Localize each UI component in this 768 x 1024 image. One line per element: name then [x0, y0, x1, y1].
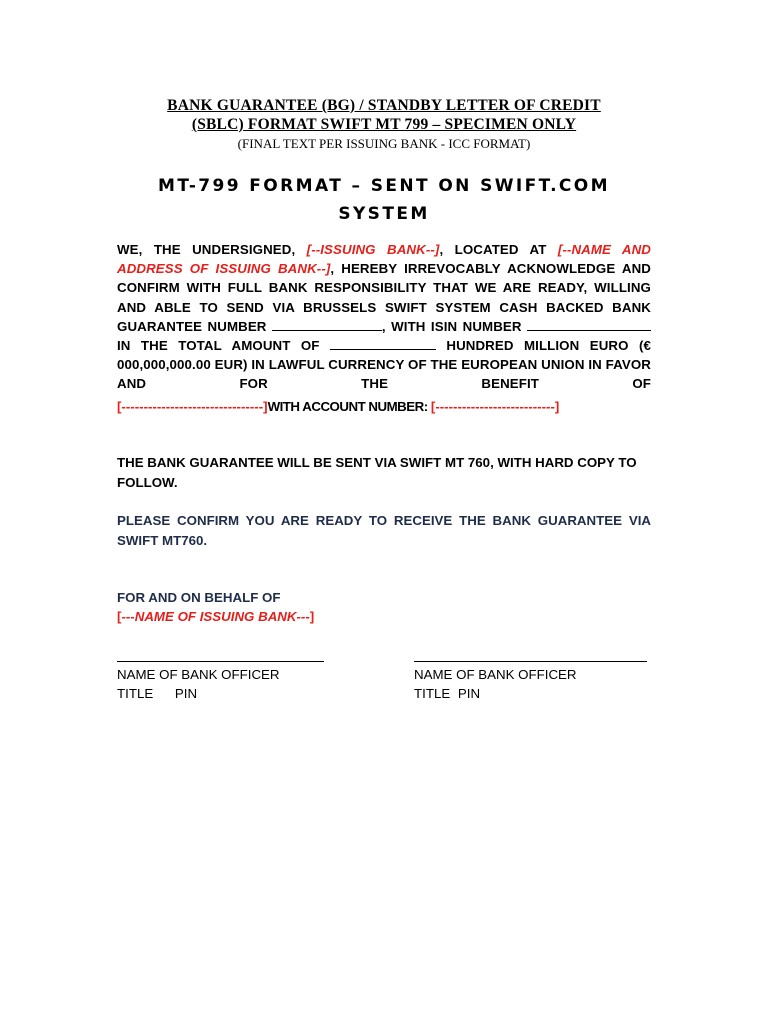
beneficiary-line	[117, 397, 651, 416]
document-heading-line2: (SBLC) FORMAT SWIFT MT 799 – SPECIMEN ONLY	[191, 116, 577, 133]
format-title-line1: MT-799 FORMAT – SENT ON SWIFT.COM	[158, 176, 610, 196]
isin-number-blank	[527, 319, 651, 331]
signature-line-left	[117, 661, 324, 662]
issuing-bank-name-placeholder: ---NAME OF ISSUING BANK---	[121, 609, 310, 624]
para-text-acknowledge: , HEREBY IRREVOCABLY ACKNOWLEDGE AND CONFIRM WITH FULL BANK RESPONSIBILITY THAT WE ARE READY, WILLING AND ABLE TO SEND VIA BRUSSELS SWIFT SYSTEM CASH BACKED BANK GUARANTEE NUMBER	[117, 261, 651, 334]
account-number-label: WITH ACCOUNT NUMBER:	[267, 399, 431, 414]
para-text-amount: IN THE TOTAL AMOUNT OF	[117, 338, 330, 354]
para-text-isin: , WITH ISIN NUMBER	[381, 318, 527, 334]
format-title-line2: SYSTEM	[338, 204, 430, 224]
issuing-bank-placeholder: [--ISSUING BANK--]	[306, 242, 440, 257]
document-subheading: (FINAL TEXT PER ISSUING BANK - ICC FORMAT)	[237, 136, 531, 151]
officer-title-pin-left: TITLE PIN	[117, 686, 198, 701]
guarantee-number-blank	[272, 319, 382, 331]
para-text-located: , LOCATED AT	[439, 242, 558, 257]
issuer-bracket-open: [	[117, 609, 122, 624]
document-heading-line1: BANK GUARANTEE (BG) / STANDBY LETTER OF CREDIT	[167, 97, 601, 114]
officer-title-pin-right: TITLE PIN	[414, 686, 481, 701]
bank-officer-name-left: NAME OF BANK OFFICER	[117, 667, 280, 682]
issuing-bank-signature-name	[117, 607, 314, 627]
acknowledgement-paragraph	[117, 240, 651, 394]
bank-address-placeholder: [--NAME AND ADDRESS OF ISSUING BANK--]	[117, 242, 652, 277]
amount-blank	[330, 338, 436, 350]
para-text-we: WE, THE UNDERSIGNED,	[117, 242, 307, 257]
confirmation-paragraph: PLEASE CONFIRM YOU ARE READY TO RECEIVE THE BANK GUARANTEE VIA SWIFT MT760.	[117, 513, 651, 548]
issuer-bracket-close: ]	[309, 609, 315, 624]
beneficiary-placeholder: [--------------------------------]	[117, 399, 268, 414]
signature-line-right	[414, 661, 647, 662]
para-text-currency: HUNDRED MILLION EURO (€ 000,000,000.00 EUR) IN LAWFUL CURRENCY OF THE EUROPEAN UNION IN FAVOR AND FOR THE BENEFIT OF	[117, 338, 652, 392]
format-title	[130, 172, 638, 228]
bank-officer-name-right: NAME OF BANK OFFICER	[414, 667, 577, 682]
delivery-paragraph: THE BANK GUARANTEE WILL BE SENT VIA SWIFT MT 760, WITH HARD COPY TO FOLLOW.	[117, 455, 637, 490]
on-behalf-label: FOR AND ON BEHALF OF	[117, 590, 281, 605]
account-number-placeholder: [---------------------------]	[430, 399, 560, 414]
